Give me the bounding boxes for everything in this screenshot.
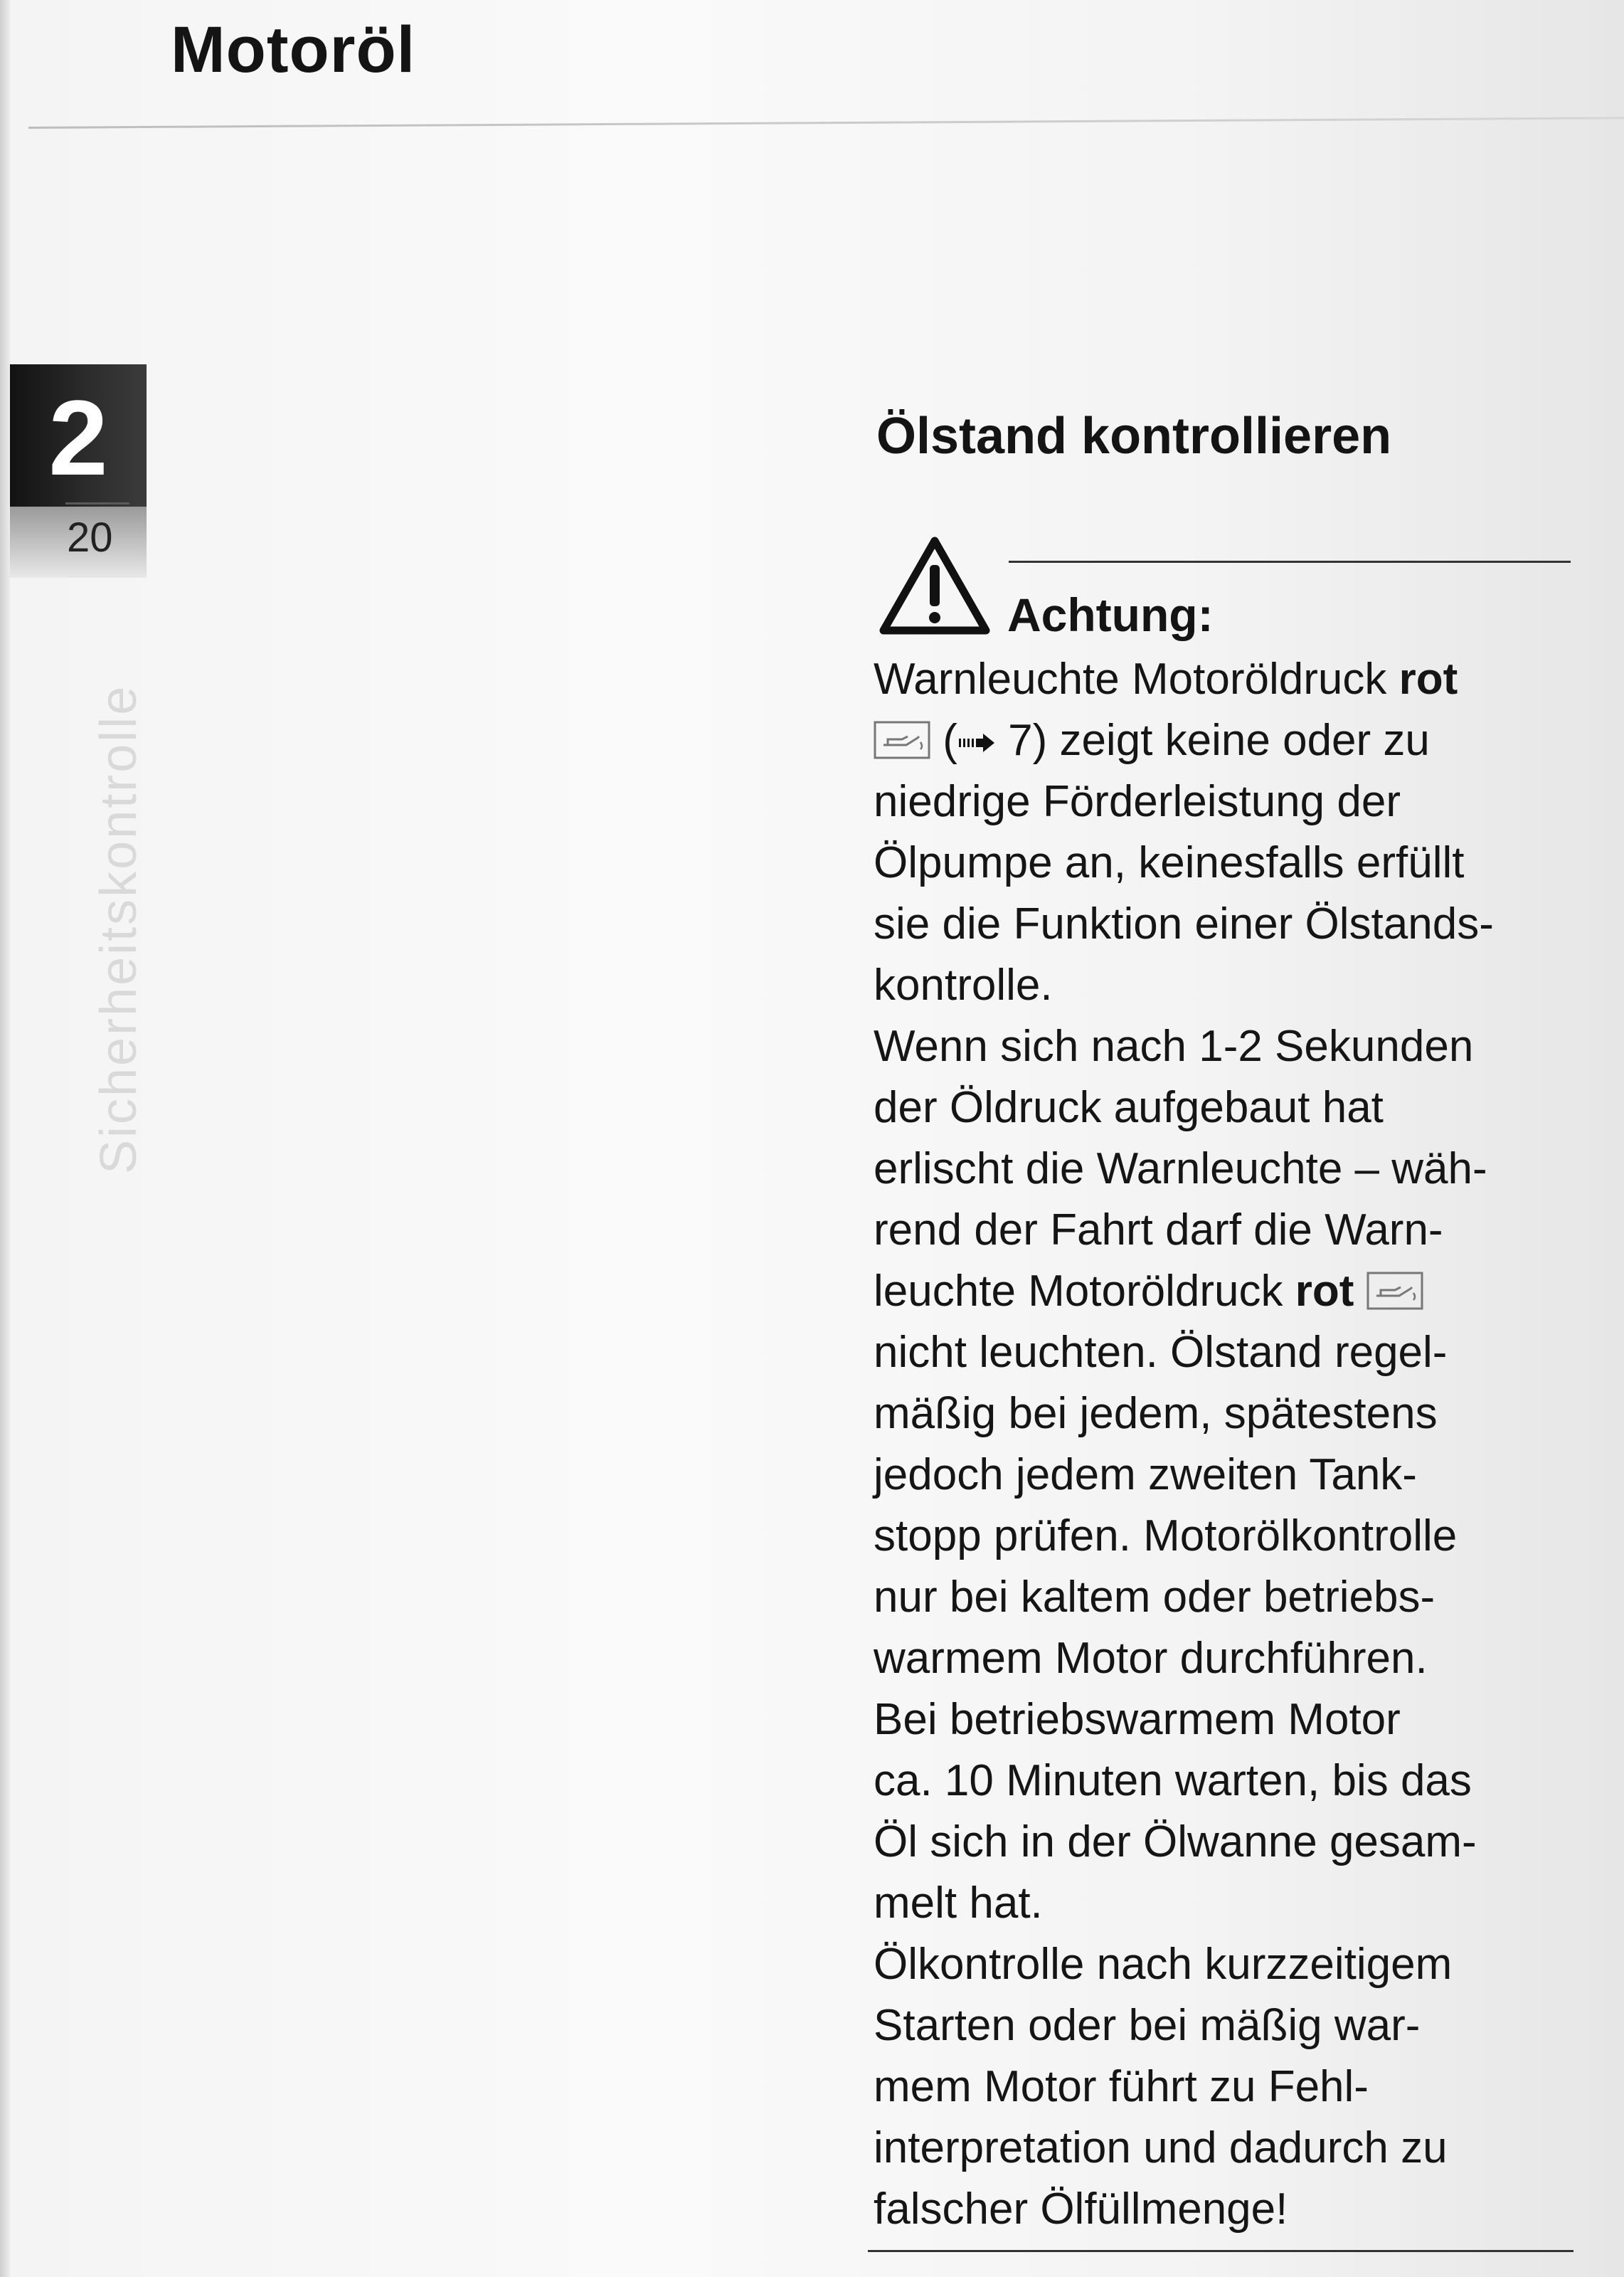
page-title: Motoröl	[171, 14, 416, 86]
emphasis-rot: rot	[1295, 1267, 1354, 1316]
text-line: mäßig bei jedem, spätestens	[874, 1389, 1438, 1438]
text-line: leuchte Motoröldruck rot	[874, 1261, 1599, 1322]
text-line: jedoch jedem zweiten Tank-	[874, 1450, 1417, 1499]
text-line: Ölkontrolle nach kurzzeitigem	[874, 1940, 1453, 1989]
page-edge	[0, 0, 10, 2277]
attention-divider	[1009, 561, 1571, 563]
text-line: niedrige Förderleistung der	[874, 777, 1401, 826]
chapter-number: 2	[48, 378, 108, 497]
attention-label: Achtung:	[1007, 588, 1214, 641]
section-heading: Ölstand kontrollieren	[876, 408, 1392, 465]
text-line: warmem Motor durchführen.	[874, 1634, 1428, 1683]
text-line: Ölpumpe an, keinesfalls erfüllt	[874, 838, 1465, 887]
attention-end-divider	[868, 2250, 1573, 2252]
text-line: der Öldruck aufgebaut hat	[874, 1083, 1384, 1132]
text-line: erlischt die Warnleuchte – wäh-	[874, 1144, 1487, 1193]
text-line: nur bei kaltem oder betriebs-	[874, 1573, 1435, 1622]
chapter-divider	[65, 502, 129, 504]
text-line: Warnleuchte Motoröldruck rot	[874, 655, 1458, 704]
text-line: Bei betriebswarmem Motor	[874, 1695, 1401, 1744]
text-line: Wenn sich nach 1-2 Sekunden	[874, 1022, 1474, 1071]
text-line: interpretation und dadurch zu	[874, 2123, 1448, 2172]
text-line: stopp prüfen. Motorölkontrolle	[874, 1511, 1458, 1560]
attention-body	[874, 649, 1599, 2240]
text-line: sie die Funktion einer Ölstands-	[874, 899, 1494, 949]
text-line: Starten oder bei mäßig war-	[874, 2001, 1421, 2050]
section-tab-label: Sicherheitskontrolle	[90, 684, 147, 1174]
text-line: ca. 10 Minuten warten, bis das	[874, 1756, 1472, 1805]
header-divider	[28, 117, 1624, 129]
text-line: ( 7) zeigt keine oder zu	[874, 710, 1599, 771]
text-line: Öl sich in der Ölwanne gesam-	[874, 1817, 1477, 1866]
oil-pressure-warning-icon	[1366, 1272, 1423, 1310]
text-line: kontrolle.	[874, 961, 1053, 1010]
text-line: rend der Fahrt darf die Warn-	[874, 1205, 1443, 1254]
page-number: 20	[67, 514, 113, 561]
text-line: nicht leuchten. Ölstand regel-	[874, 1328, 1448, 1377]
cross-reference-arrow-icon	[957, 732, 996, 754]
oil-pressure-warning-icon	[874, 721, 930, 759]
emphasis-rot: rot	[1399, 655, 1458, 704]
warning-triangle-icon	[878, 535, 992, 636]
text-line: falscher Ölfüllmenge!	[874, 2184, 1288, 2234]
text-line: melt hat.	[874, 1879, 1043, 1928]
text-line: mem Motor führt zu Fehl-	[874, 2062, 1369, 2111]
